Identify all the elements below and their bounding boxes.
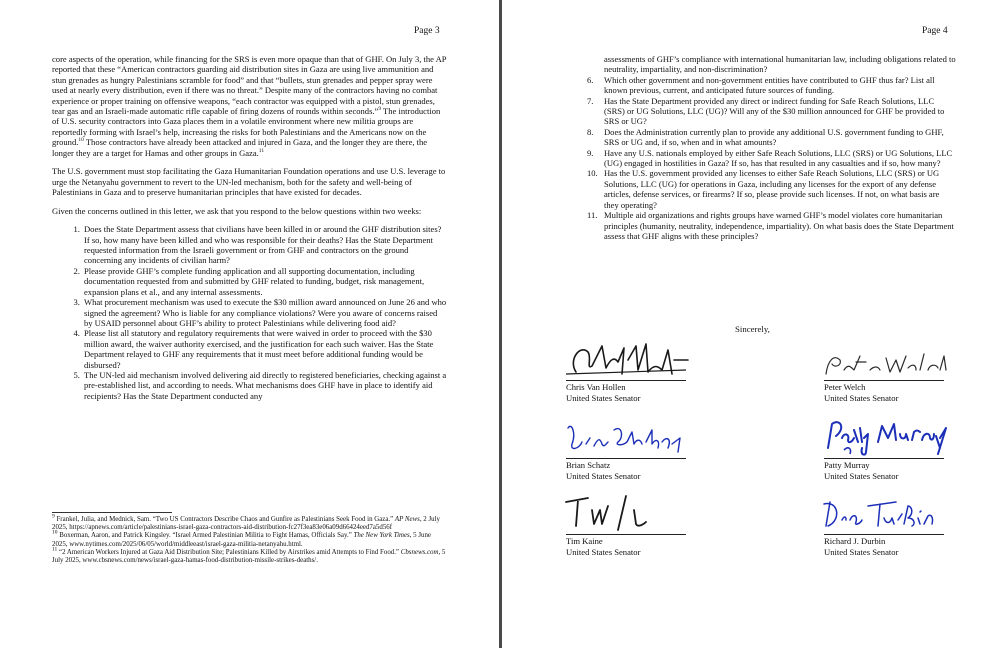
signature-line: [824, 380, 944, 381]
signature-line: [566, 458, 686, 459]
signature-murray-icon: [820, 408, 950, 458]
question-item: 3. What procurement mechanism was used to execute the $30 million award announced on June 26 and who signed the agreement? Who is liable for any compliance violations? Were you aware of concerns raised by USAID personnel about GHF’s ability to protect Palestinians while delivering food aid?: [82, 297, 447, 328]
signer-title: United States Senator: [566, 546, 641, 557]
signer-name: Peter Welch: [824, 382, 866, 392]
signer-title: United States Senator: [824, 392, 899, 403]
signer-title: United States Senator: [824, 470, 899, 481]
signer-name: Patty Murray: [824, 460, 870, 470]
footnotes: [52, 513, 447, 565]
signature-schatz-icon: [562, 408, 692, 458]
signature-block-van-hollen: [566, 382, 696, 403]
signature-durbin-icon: [820, 484, 950, 534]
closing-salutation: Sincerely,: [735, 324, 770, 334]
page-number: Page 3: [414, 26, 440, 36]
signature-welch-icon: [820, 330, 950, 380]
question-item: 5. The UN-led aid mechanism involved delivering aid directly to registered beneficiaries, checking against a pre-established list, and according to needs. What mechanisms does GHF have in place to identify aid recipients? Has the State Department conducted any: [82, 370, 447, 401]
question-item: 2. Please provide GHF’s complete funding application and all supporting documentation, including documentation requested from and submitted by GHF related to funding, budget, risk management, expansion plans et al., and any internal assessments.: [82, 266, 447, 297]
footnote-divider: [52, 512, 172, 513]
signature-line: [566, 380, 686, 381]
question-item: 11. Multiple aid organizations and rights groups have warned GHF’s model violates core humanitarian principles (humanity, neutrality, independence, impartiality). On what basis does the State Department assess that GHF aligns with these principles?: [587, 210, 954, 241]
signer-title: United States Senator: [566, 392, 641, 403]
signature-van-hollen-icon: [562, 330, 692, 380]
question-item: 7. Has the State Department provided any direct or indirect funding for Safe Reach Solutions, LLC (SRS) or UG Solutions, LLC (UG)? Will any of the $30 million announced for GHF be provided to SRS or UG?: [587, 95, 945, 127]
page-number: Page 4: [922, 26, 948, 36]
signature-block-kaine: [566, 536, 696, 557]
signature-block-durbin: [824, 536, 954, 557]
page-4-body: [588, 54, 956, 241]
paragraph-questions-intro: Given the concerns outlined in this letter, we ask that you respond to the below questions within two weeks:: [52, 205, 422, 216]
signature-block-schatz: [566, 460, 696, 481]
question-item: 1. Does the State Department assess that civilians have been killed in or around the GHF distribution sites? If so, how many have been killed and who was responsible for their deaths? Has the State Department requested information from the Israeli government or from GHF and contractors on the ground concerning any incidents of civilian harm?: [82, 224, 447, 266]
question-continuation: assessments of GHF’s compliance with international humanitarian law, including obligations related to neutrality, impartiality, and non-discrimination?: [604, 54, 956, 75]
question-item: 6. Which other government and non-government entities have contributed to GHF thus far? List all known previous, current, and anticipated future sources of funding.: [587, 74, 935, 96]
footnote-ref-11[interactable]: 11: [258, 147, 265, 154]
question-item: 9. Have any U.S. nationals employed by either Safe Reach Solutions, LLC (SRS) or UG Solutions, LLC (UG) engaged in hostilities in Gaza? If so, has that resulted in any casualties and if so, how many?: [587, 147, 953, 169]
footnote-10: $^{10}$ Boxerman, Aaron, and Patrick Kingsley. “Israel Armed Palestinian Militia to Fight Hamas, Officials Say.” The New York Times, 5 June 2025, www.nytimes.com/2025/06/05/world/middleeast/israel-gaza-militia-netanyahu.html.: [52, 530, 431, 548]
footnote-9: $^9$ Frankel, Julia, and Mednick, Sam. “Two US Contractors Describe Chaos and Gunfire as Palestinians Seek Food in Gaza.” AP News, 2 July 2025, https://apnews.com/article/palestinians-israel-gaza-contractors-aid-distribution-fc27f3ea83e06a09d66424eed7a5d56f: [52, 513, 440, 532]
question-item: 8. Does the Administration currently plan to provide any additional U.S. government funding to GHF, SRS or UG and, if so, when and in what amounts?: [587, 126, 944, 148]
signer-name: Richard J. Durbin: [824, 536, 886, 546]
paragraph-contractors: core aspects of the operation, while financing for the SRS is even more opaque than that of GHF. On July 3, the AP reported that these “American contractors guarding aid distribution sites in Gaza are using live ammunition and stun grenades as hungry Palestinians scramble for food” and that “bullets, stun grenades and pepper spray were used at nearly every distribution, even if there was no threat.” Despite many of the contractors having no combat experience or proper training on offensive weapons, “each contractor was equipped with a pistol, stun grenades, tear gas and an Israeli-made automatic rifle capable of firing dozens of rounds within seconds.”$^9$ The introduction of U.S. security contractors into Gaza places them in a volatile environment where new militia groups are reportedly forming with Israel’s help, increasing the risks for both Palestinians and the Americans now on the ground.$^{10}$ Those contractors have already been attacked and injured in Gaza, and the longer they are there, the longer they are a target for Hamas and other groups in Gaza.$^{11}$: [52, 54, 447, 158]
footnote-ref-9[interactable]: 9: [378, 106, 382, 113]
signer-title: United States Senator: [824, 546, 899, 557]
signature-line: [566, 534, 686, 535]
footnote-11: $^{11}$ “2 American Workers Injured at Gaza Aid Distribution Site; Palestinians Killed by Airstrikes amid Attempts to Find Food.” Cbsnews.com, 5 July 2025, www.cbsnews.com/news/israel-gaza-hamas-food-distribution-missile-strikes-deaths/.: [52, 546, 446, 565]
signature-block-murray: [824, 460, 954, 481]
signer-name: Brian Schatz: [566, 460, 611, 470]
page-3: [0, 0, 499, 648]
footnote-ref-10[interactable]: 10: [78, 137, 84, 144]
questions-list: [52, 224, 447, 401]
page-4: [502, 0, 1000, 648]
page-3-body: [52, 54, 447, 401]
signer-title: United States Senator: [566, 470, 641, 481]
signature-block-welch: [824, 382, 954, 403]
question-item: 4. Please list all statutory and regulatory requirements that were waived in order to proceed with the $30 million award, the waiver authority exercised, and the justification for each such waiver. Has the State Department relayed to GHF any requirements that it must meet before additional funding would be disbursed?: [82, 328, 447, 370]
signature-line: [824, 534, 944, 535]
signer-name: Tim Kaine: [566, 536, 603, 546]
signature-line: [824, 458, 944, 459]
question-item: 10. Has the U.S. government provided any licenses to either Safe Reach Solutions, LLC (SRS) or UG Solutions, LLC (UG) for operations in Gaza, including any licenses for the export of any defense articles, defense services, or firearms? If so, please provide such licenses. If not, on what basis are they operating?: [587, 168, 940, 210]
signature-kaine-icon: [562, 484, 692, 534]
questions-list-continued: [588, 54, 956, 241]
paragraph-call-to-action: The U.S. government must stop facilitating the Gaza Humanitarian Foundation operations and use U.S. leverage to urge the Netanyahu government to revert to the UN-led mechanism, both for the safety and well-being of Palestinians in Gaza and to preserve humanitarian principles that have existed for decades.: [52, 166, 446, 198]
signer-name: Chris Van Hollen: [566, 382, 626, 392]
